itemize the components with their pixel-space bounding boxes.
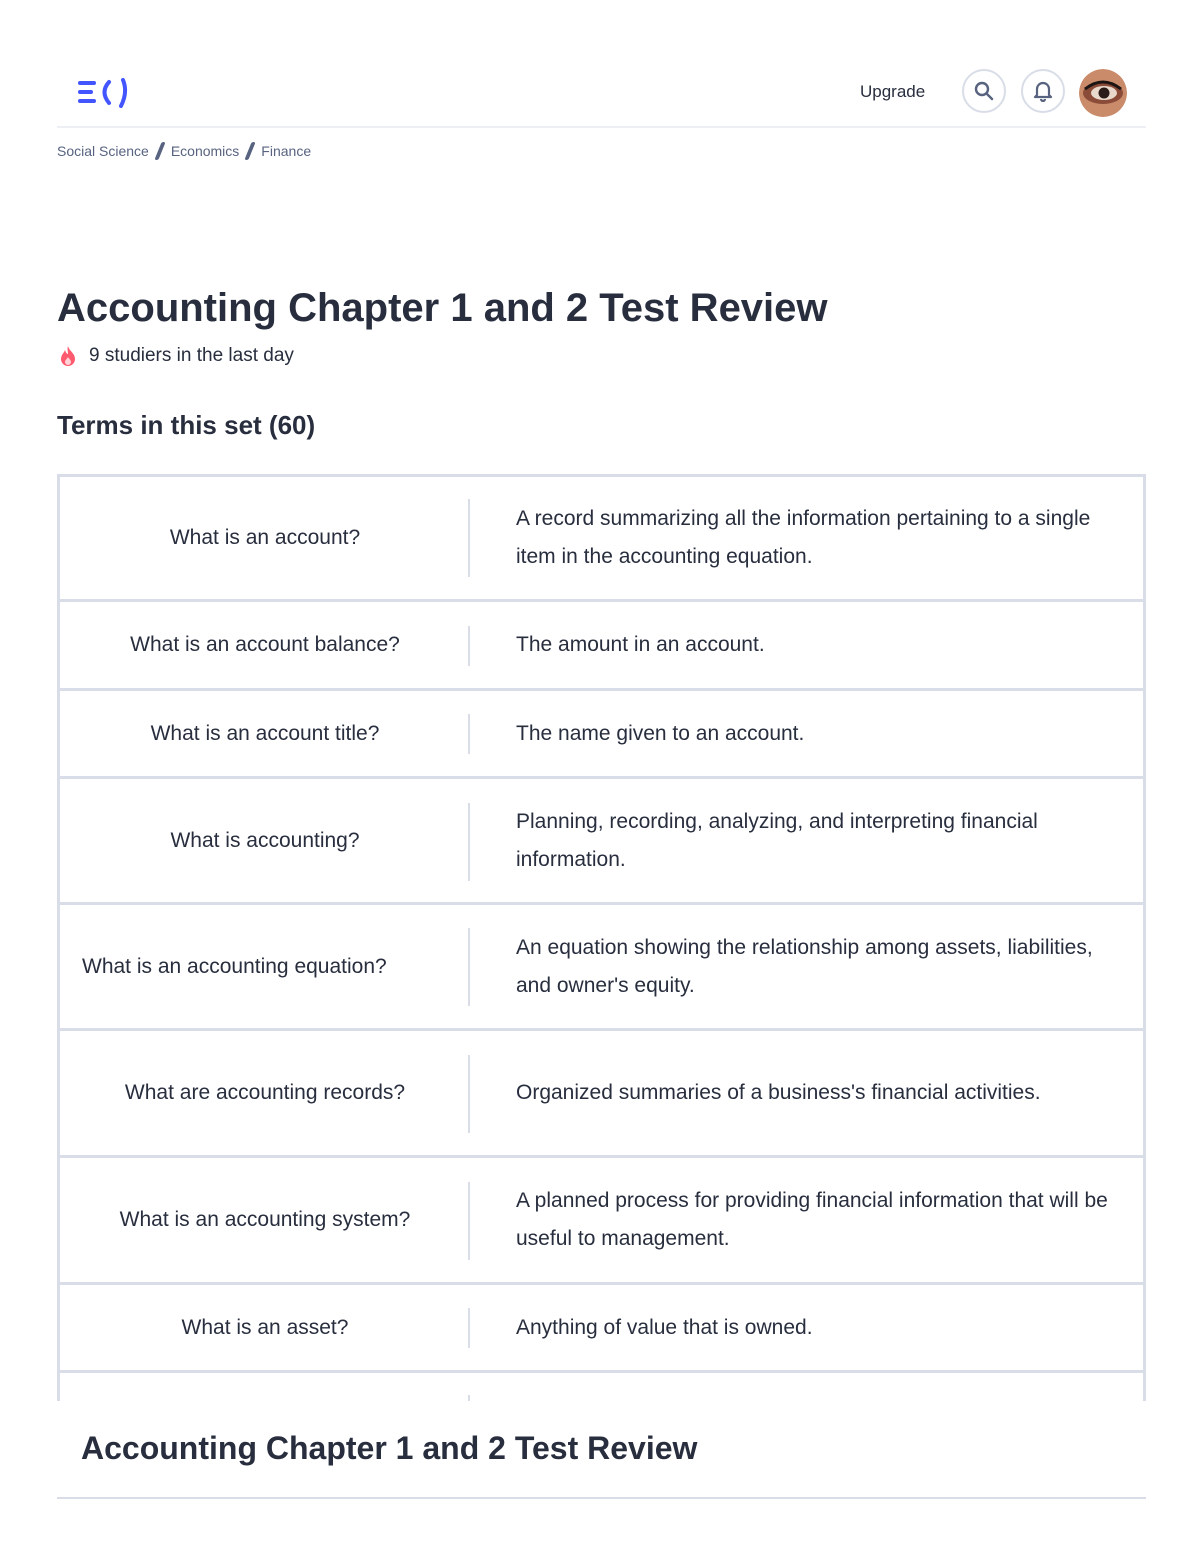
upgrade-link[interactable]: Upgrade bbox=[860, 82, 926, 101]
quizlet-logo[interactable] bbox=[77, 76, 131, 110]
term-text: What is an account title? bbox=[150, 721, 380, 745]
breadcrumb bbox=[57, 142, 311, 160]
term-text: What is accounting? bbox=[170, 828, 360, 852]
definition-text: A record summarizing all the information pertaining to a single item in the accounting equation. bbox=[516, 507, 1091, 568]
row-divider bbox=[468, 1055, 470, 1133]
term-row[interactable] bbox=[57, 1155, 1146, 1285]
notifications-button[interactable] bbox=[1021, 69, 1065, 113]
breadcrumb-separator bbox=[245, 142, 256, 160]
bell-icon bbox=[1033, 80, 1053, 102]
studiers-text: 9 studiers in the last day bbox=[89, 345, 294, 366]
terms-list bbox=[57, 474, 1146, 1401]
breadcrumb-item-finance[interactable]: Finance bbox=[261, 143, 312, 159]
definition-text: Anything of value that is owned. bbox=[516, 1315, 813, 1339]
term-text: What are accounting records? bbox=[124, 1081, 406, 1104]
term-row[interactable] bbox=[57, 599, 1146, 691]
flame-icon bbox=[59, 345, 77, 367]
page-title: Accounting Chapter 1 and 2 Test Review bbox=[57, 286, 828, 330]
term-row[interactable] bbox=[57, 688, 1146, 779]
row-divider bbox=[468, 1182, 470, 1260]
definition-text: The amount in an account. bbox=[516, 633, 765, 656]
term-row[interactable] bbox=[57, 474, 1146, 602]
breadcrumb-item-economics[interactable]: Economics bbox=[170, 143, 240, 159]
term-text: What is an accounting equation? bbox=[82, 954, 387, 978]
term-text: What is an account balance? bbox=[130, 633, 400, 656]
breadcrumb-separator bbox=[154, 142, 165, 160]
row-divider bbox=[468, 928, 470, 1006]
term-row[interactable] bbox=[57, 1282, 1146, 1373]
footer-divider bbox=[57, 1497, 1146, 1499]
profile-picture bbox=[1079, 69, 1127, 117]
definition-text: The name given to an account. bbox=[516, 721, 805, 745]
search-button[interactable] bbox=[962, 69, 1006, 113]
top-nav bbox=[57, 62, 1146, 128]
row-divider bbox=[468, 803, 470, 881]
term-row[interactable] bbox=[57, 1028, 1146, 1158]
terms-heading: Terms in this set (60) bbox=[57, 410, 316, 440]
definition-text: Organized summaries of a business's financial activities. bbox=[516, 1081, 1041, 1104]
term-text: What is an account? bbox=[169, 526, 361, 549]
search-icon bbox=[974, 81, 994, 101]
definition-text: A planned process for providing financial information that will be useful to management. bbox=[516, 1189, 1108, 1250]
row-divider bbox=[468, 626, 470, 666]
term-text: What is an asset? bbox=[181, 1315, 349, 1339]
studiers-indicator bbox=[57, 345, 294, 367]
avatar[interactable] bbox=[1079, 69, 1127, 117]
term-text: What is an accounting system? bbox=[119, 1208, 411, 1231]
row-divider bbox=[468, 714, 470, 754]
breadcrumb-item-social-science[interactable]: Social Science bbox=[57, 143, 149, 159]
definition-text: Planning, recording, analyzing, and interpreting financial information. bbox=[516, 809, 1038, 871]
term-row[interactable] bbox=[57, 776, 1146, 905]
row-divider bbox=[468, 1395, 470, 1401]
footer-title: Accounting Chapter 1 and 2 Test Review bbox=[81, 1430, 698, 1466]
definition-text: An equation showing the relationship among assets, liabilities, and owner's equity. bbox=[516, 935, 1093, 997]
term-row[interactable] bbox=[57, 902, 1146, 1031]
term-row-partial[interactable] bbox=[57, 1370, 1146, 1401]
row-divider bbox=[468, 1308, 470, 1348]
row-divider bbox=[468, 499, 470, 577]
